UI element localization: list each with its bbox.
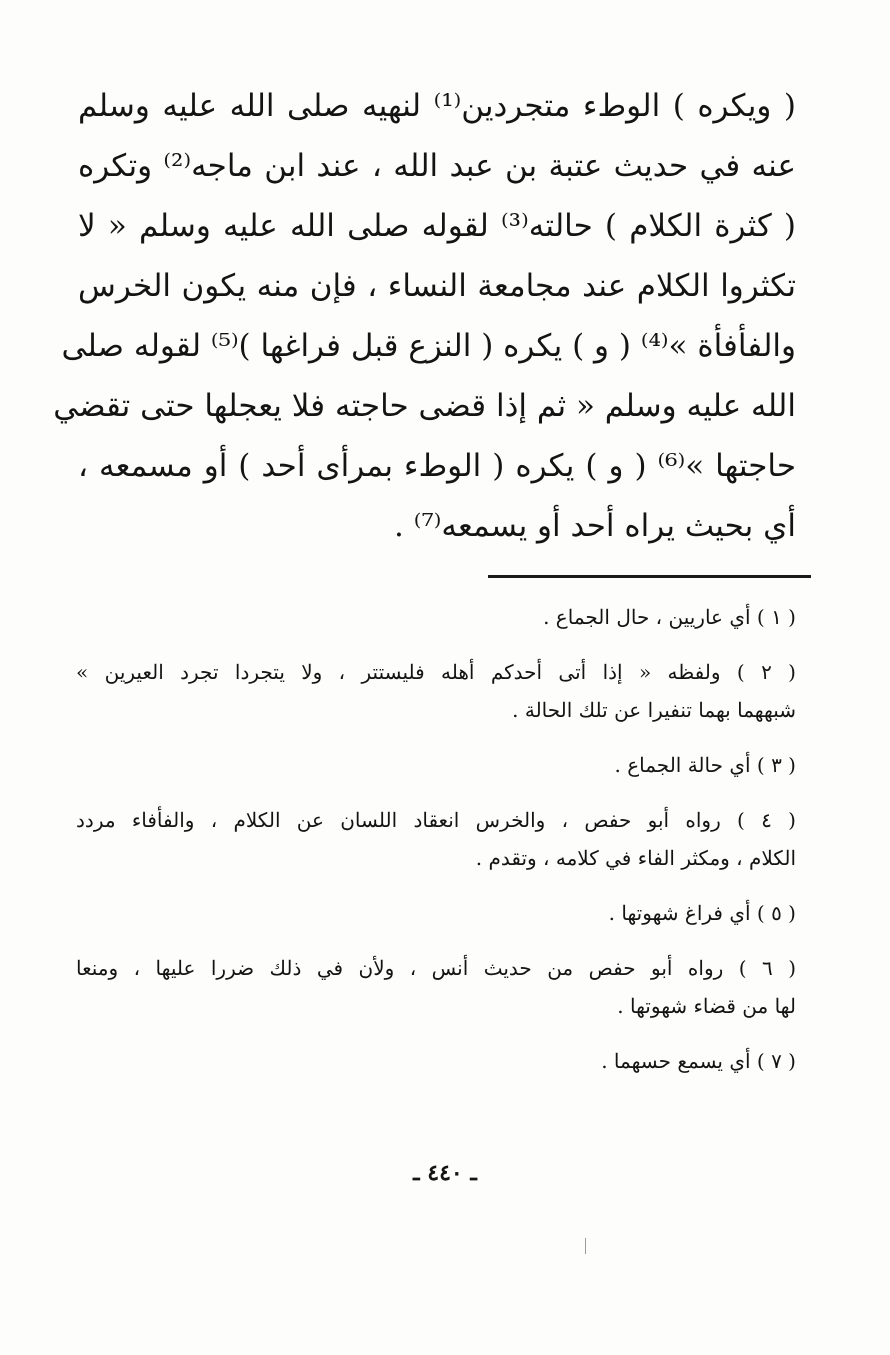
footnote-6-line-2: لها من قضاء شهوتها . (617, 994, 796, 1018)
footnote-5 (76, 894, 796, 932)
footnote-6-line-1: ( ٦ ) رواه أبو حفص من حديث أنس ، ولأن في ذلك ضررا عليها ، ومنعا (76, 956, 797, 980)
main-text-line-1: ( ويكره ) الوطء متجردين⁽¹⁾ لنهيه صلى الله عليه وسلم (78, 88, 796, 124)
main-text-line-7: حاجتها »⁽⁶⁾ ( و ) يكره ( الوطء بمرأى أحد ) أو مسمعه ، (78, 448, 797, 484)
footnote-4 (76, 801, 796, 877)
footnote-4-line-1: ( ٤ ) رواه أبو حفص ، والخرس انعقاد اللسان عن الكلام ، والفأفاء مردد (76, 808, 796, 832)
footnote-1-line-1: ( ١ ) أي عاريين ، حال الجماع . (543, 605, 796, 629)
footnote-7-line-1: ( ٧ ) أي يسمع حسهما . (601, 1049, 796, 1073)
main-text (53, 76, 797, 556)
footnote-2-line-1: ( ٢ ) ولفظه « إذا أتى أحدكم أهله فليستتر ، ولا يتجردا تجرد العيرين » (76, 660, 796, 684)
main-text-line-5: والفأفأة »⁽⁴⁾ ( و ) يكره ( النزع قبل فراغها )⁽⁵⁾ لقوله صلى (61, 328, 796, 364)
main-text-line-6: الله عليه وسلم « ثم إذا قضى حاجته فلا يعجلها حتى تقضي (53, 388, 796, 424)
footnote-2 (76, 653, 796, 729)
footnote-6 (76, 949, 796, 1025)
footnote-3-line-1: ( ٣ ) أي حالة الجماع . (614, 753, 796, 777)
footnote-7 (76, 1042, 796, 1080)
footnotes (76, 598, 796, 1097)
footnote-2-line-2: شبههما بهما تنفيرا عن تلك الحالة . (512, 698, 796, 722)
main-text-line-2: عنه في حديث عتبة بن عبد الله ، عند ابن ماجه⁽²⁾ وتكره (78, 148, 796, 184)
page-number: ـ ٤٤٠ ـ (413, 1160, 477, 1186)
main-text-line-4: تكثروا الكلام عند مجامعة النساء ، فإن منه يكون الخرس (78, 268, 796, 304)
footnote-3 (76, 746, 796, 784)
footnote-4-line-2: الكلام ، ومكثر الفاء في كلامه ، وتقدم . (475, 846, 796, 870)
main-text-line-3: ( كثرة الكلام ) حالته⁽³⁾ لقوله صلى الله عليه وسلم « لا (78, 208, 796, 244)
scan-speck (585, 1238, 586, 1254)
footnote-separator (488, 575, 811, 578)
footnote-1 (76, 598, 796, 636)
main-text-line-8: أي بحيث يراه أحد أو يسمعه⁽⁷⁾ . (394, 508, 796, 544)
footnote-5-line-1: ( ٥ ) أي فراغ شهوتها . (608, 901, 796, 925)
